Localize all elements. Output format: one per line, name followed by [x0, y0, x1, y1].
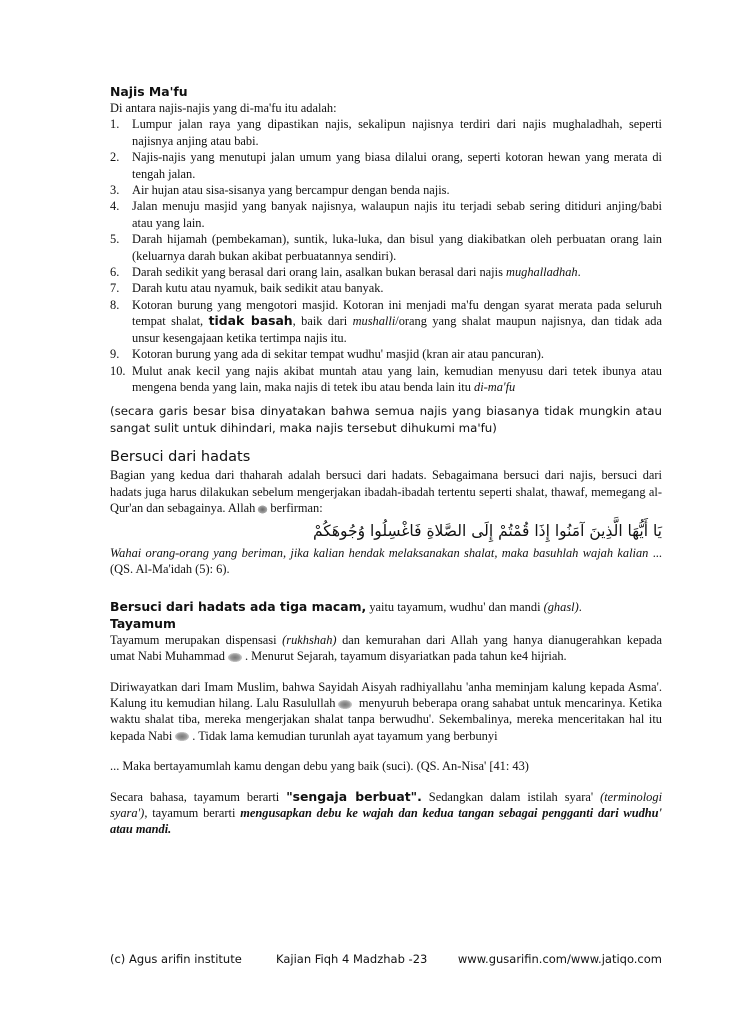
- paragraph-text: Diriwayatkan dari Imam Muslim, bahwa Sayidah Aisyah radhiyallahu 'anha meminjam kalung kepada Asma'. Kalung itu kemudian hilang. Lalu Rasulullah: [110, 679, 662, 710]
- list-number: 3.: [110, 183, 120, 198]
- list-text: [132, 264, 662, 280]
- list-text-part: Mulut anak kecil yang najis akibat muntah atau yang lain, kemudian menyusu dari tetek ibunya atau mengena benda yang lain, maka najis di tetek ibu atau benda lain itu: [132, 363, 662, 394]
- list-item: [110, 264, 662, 280]
- list-item: [110, 363, 662, 396]
- translation-italic: Wahai orang-orang yang beriman, jika kalian hendak melaksanakan shalat, maka basuhlah wajah kalian: [110, 545, 649, 560]
- paragraph-text: . Tidak lama kemudian turunlah ayat tayamum yang berbunyi: [192, 728, 498, 743]
- najis-list: [110, 116, 662, 395]
- paragraph-text: Tayamum merupakan dispensasi: [110, 632, 283, 647]
- list-text-part: .: [577, 265, 581, 280]
- list-number: 8.: [110, 297, 120, 312]
- list-item: [110, 182, 662, 198]
- footer-website: www.gusarifin.com/www.jatiqo.com: [457, 952, 662, 966]
- saw-glyph-icon: [228, 653, 242, 662]
- tayamum-quote: ... Maka bertayamumlah kamu dengan debu yang baik (suci). (QS. An-Nisa' [41: 43): [110, 759, 529, 774]
- list-text: Darah kutu atau nyamuk, baik sedikit atau banyak.: [132, 281, 384, 296]
- verse-translation: [110, 545, 662, 578]
- bersuci-paragraph: [110, 467, 662, 516]
- list-item: [110, 346, 662, 362]
- paragraph-bold-italic: mengusapkan debu ke wajah dan kedua tangan sebagai pengganti dari wudhu' atau mandi.: [110, 806, 663, 837]
- section-title-najis-mafu: Najis Ma'fu: [110, 84, 188, 99]
- paragraph-italic: (terminologi syara'): [110, 789, 663, 820]
- paragraph-text: berfirman:: [270, 501, 323, 516]
- paragraph-text: Secara bahasa, tayamum berarti: [110, 789, 287, 804]
- najis-note: (secara garis besar bisa dinyatakan bahwa semua najis yang biasanya tidak mungkin atau sangat sulit untuk dihindari, maka najis tersebut dihukumi ma'fu): [110, 404, 662, 436]
- saw-glyph-icon: [175, 732, 189, 741]
- list-number: 1.: [110, 117, 120, 132]
- najis-intro: Di antara najis-najis yang di-ma'fu itu adalah:: [110, 101, 337, 115]
- list-text: Lumpur jalan raya yang dipastikan najis, sekalipun najisnya terdiri dari najis mughaladhah, seperti najisnya anjing atau babi.: [132, 117, 662, 148]
- page-footer: [110, 952, 662, 966]
- tiga-macam-paragraph: [110, 599, 662, 615]
- list-item: [110, 198, 662, 231]
- list-text: Darah hijamah (pembekaman), suntik, luka-luka, dan bisul yang diakibatkan oleh perbuatan orang lain (keluarnya darah bukan akibat perbuatannya sendiri).: [132, 232, 662, 263]
- list-text: Najis-najis yang menutupi jalan umum yang biasa dilalui orang, seperti kotoran hewan yang merata di tengah jalan.: [132, 150, 662, 181]
- paragraph-text: menyuruh beberapa orang sahabat untuk mencarinya. Ketika waktu shalat tiba, mereka mengerjakan shalat tanpa berwudhu'. Sekembalinya, mereka menceritakan hal itu kepada Nabi: [110, 695, 662, 743]
- list-number: 9.: [110, 347, 120, 362]
- paragraph-italic: (ghasl): [543, 600, 579, 615]
- document-page: [110, 84, 662, 838]
- footer-copyright: (c) Agus arifin institute: [110, 952, 242, 966]
- footer-page-label: Kajian Fiqh 4 Madzhab -23: [276, 952, 428, 966]
- tayamum-paragraph-2: [110, 679, 662, 745]
- list-number: 2.: [110, 150, 120, 165]
- arabic-verse: يَا أَيُّهَا الَّذِينَ آمَنُوا إِذَا قُمْتُمْ إِلَى الصَّلاةِ فَاغْسِلُوا وُجُوهَكُمْ: [312, 521, 662, 540]
- list-text-italic: mughalladhah: [506, 265, 578, 280]
- list-text: Jalan menuju masjid yang banyak najisnya, walaupun najis itu terjadi sebab sering ditiduri anjing/babi atau yang lain.: [132, 199, 662, 230]
- list-text: Kotoran burung yang ada di sekitar tempat wudhu' masjid (kran air atau pancuran).: [132, 347, 545, 362]
- list-number: 6.: [110, 265, 120, 280]
- section-title-tayamum: Tayamum: [110, 615, 176, 631]
- paragraph-text: Sedangkan dalam istilah syara': [421, 789, 601, 804]
- list-number: 10.: [110, 363, 126, 378]
- list-item: [110, 297, 662, 346]
- tayamum-paragraph-1: [110, 632, 662, 665]
- list-item: [110, 116, 662, 149]
- tiga-macam-bold: Bersuci dari hadats ada tiga macam,: [110, 599, 367, 615]
- swt-glyph-icon: [257, 505, 268, 514]
- list-number: 4.: [110, 199, 120, 214]
- saw-glyph-icon: [338, 700, 352, 709]
- list-text: Air hujan atau sisa-sisanya yang bercampur dengan benda najis.: [132, 183, 450, 198]
- paragraph-text: .: [578, 600, 582, 615]
- list-text-part: Darah sedikit yang berasal dari orang lain, asalkan bukan berasal dari najis: [132, 265, 506, 280]
- list-text-italic: di-ma'fu: [474, 379, 516, 394]
- list-text-part: Kotoran burung yang mengotori masjid. Kotoran ini menjadi ma'fu dengan syarat merata pada seluruh tempat shalat,: [132, 297, 662, 329]
- list-text-part: , baik dari: [292, 314, 353, 329]
- list-item: [110, 231, 662, 264]
- list-item: [110, 280, 662, 296]
- paragraph-bold: "sengaja berbuat".: [286, 788, 422, 804]
- paragraph-text: . Menurut Sejarah, tayamum disyariatkan pada tahun ke4 hijriah.: [244, 649, 567, 664]
- list-text: [132, 297, 662, 346]
- list-text-bold: tidak basah: [208, 313, 293, 329]
- list-text: [132, 363, 662, 396]
- tayamum-paragraph-3: [110, 789, 662, 838]
- paragraph-text: yaitu tayamum, wudhu' dan mandi: [366, 600, 544, 615]
- paragraph-text: dan kemurahan dari Allah yang hanya dianugerahkan kepada umat Nabi Muhammad: [110, 632, 662, 664]
- paragraph-text: , tayamum berarti: [144, 806, 241, 820]
- list-item: [110, 149, 662, 182]
- list-text-part: /orang yang shalat maupun najisnya, dan tidak ada unsur kesengajaan ketika tertimpa najis itu.: [132, 314, 662, 345]
- translation-reference: ... (QS. Al-Ma'idah (5): 6).: [110, 545, 662, 576]
- list-number: 5.: [110, 232, 120, 247]
- paragraph-text: Bagian yang kedua dari thaharah adalah bersuci dari hadats. Sebagaimana bersuci dari najis, bersuci dari hadats juga harus dilakukan sebelum mengerjakan ibadah-ibadah tertentu seperti shalat, thawaf, memegang al-Qur'an dan sebagainya. Allah: [110, 468, 662, 516]
- paragraph-italic: (rukhshah): [282, 632, 337, 647]
- section-title-bersuci: Bersuci dari hadats: [110, 449, 251, 466]
- list-number: 7.: [110, 281, 120, 296]
- list-text-italic: mushalli: [352, 314, 396, 329]
